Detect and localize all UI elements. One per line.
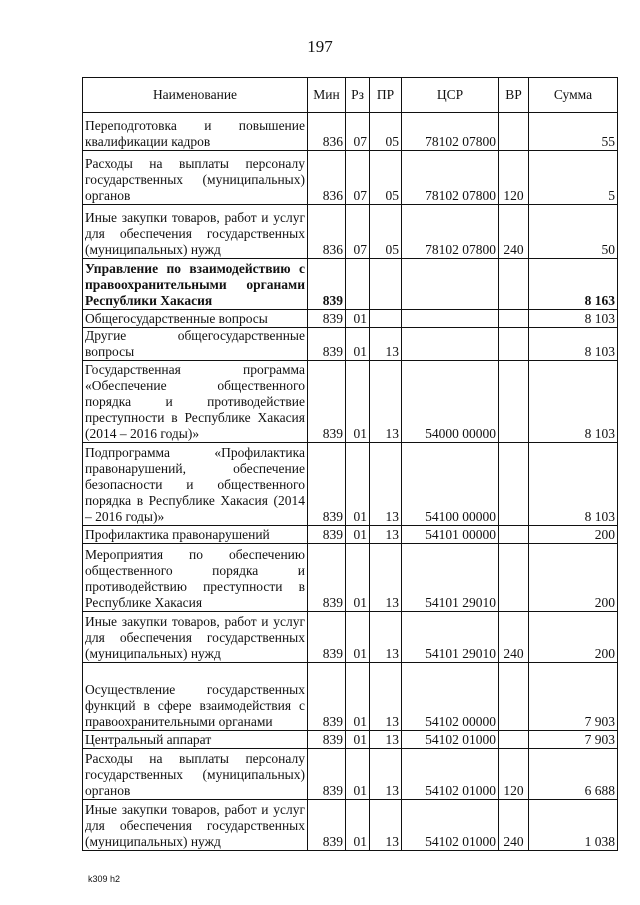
- table-row: [83, 731, 618, 749]
- row-name: Профилактика правонарушений: [83, 526, 308, 544]
- row-min: 839: [308, 749, 346, 800]
- row-vr: [499, 328, 529, 361]
- row-rz: 01: [346, 361, 370, 443]
- row-csr: 54102 01000: [402, 749, 499, 800]
- table-row: [83, 151, 618, 205]
- table-row: [83, 259, 618, 310]
- row-vr: 240: [499, 205, 529, 259]
- row-csr: [402, 328, 499, 361]
- page-number: 197: [307, 37, 333, 56]
- row-vr: [499, 663, 529, 731]
- row-csr: 54101 00000: [402, 526, 499, 544]
- row-rz: 01: [346, 328, 370, 361]
- row-sum: 7 903: [529, 663, 618, 731]
- row-min: 839: [308, 526, 346, 544]
- row-min: 839: [308, 612, 346, 663]
- row-csr: 54101 29010: [402, 612, 499, 663]
- header-sum: Сумма: [529, 78, 618, 113]
- row-rz: [346, 259, 370, 310]
- row-rz: 01: [346, 526, 370, 544]
- header-name: Наименование: [83, 78, 308, 113]
- row-csr: [402, 310, 499, 328]
- row-name: Государственная программа «Обеспечение общественного порядка и противодействие преступности в Республике Хакасия (2014 – 2016 годы)»: [83, 361, 308, 443]
- row-pr: 05: [370, 151, 402, 205]
- row-pr: 13: [370, 328, 402, 361]
- row-vr: [499, 544, 529, 612]
- row-csr: 78102 07800: [402, 151, 499, 205]
- row-pr: 13: [370, 361, 402, 443]
- table-row: [83, 612, 618, 663]
- row-pr: [370, 259, 402, 310]
- row-name: Иные закупки товаров, работ и услуг для обеспечения государственных (муниципальных) нужд: [83, 800, 308, 851]
- row-sum: 5: [529, 151, 618, 205]
- row-sum: 6 688: [529, 749, 618, 800]
- row-rz: 01: [346, 443, 370, 526]
- row-sum: 8 163: [529, 259, 618, 310]
- row-name: Управление по взаимодействию с правоохранительными органами Республики Хакасия: [83, 259, 308, 310]
- row-sum: 8 103: [529, 310, 618, 328]
- row-rz: 07: [346, 205, 370, 259]
- row-min: 839: [308, 310, 346, 328]
- row-csr: 78102 07800: [402, 113, 499, 151]
- row-rz: 01: [346, 731, 370, 749]
- table-row: [83, 544, 618, 612]
- table-row: [83, 310, 618, 328]
- row-rz: 07: [346, 151, 370, 205]
- table-row: [83, 328, 618, 361]
- row-csr: 54101 29010: [402, 544, 499, 612]
- row-min: 839: [308, 731, 346, 749]
- row-name: Осуществление государственных функций в сфере взаимодействия с правоохранительными органами: [83, 663, 308, 731]
- row-csr: 54102 00000: [402, 663, 499, 731]
- row-sum: 7 903: [529, 731, 618, 749]
- row-rz: 01: [346, 544, 370, 612]
- row-name: Расходы на выплаты персоналу государственных (муниципальных) органов: [83, 749, 308, 800]
- row-sum: 200: [529, 612, 618, 663]
- table-row: [83, 526, 618, 544]
- row-pr: 13: [370, 731, 402, 749]
- header-min: Мин: [308, 78, 346, 113]
- row-vr: [499, 113, 529, 151]
- table-row: [83, 113, 618, 151]
- row-vr: 240: [499, 612, 529, 663]
- row-csr: 54102 01000: [402, 800, 499, 851]
- table-row: [83, 361, 618, 443]
- row-pr: 13: [370, 663, 402, 731]
- table-header-row: [83, 78, 618, 113]
- row-name: Иные закупки товаров, работ и услуг для обеспечения государственных (муниципальных) нужд: [83, 612, 308, 663]
- row-sum: 8 103: [529, 361, 618, 443]
- row-vr: [499, 526, 529, 544]
- row-csr: [402, 259, 499, 310]
- table-row: [83, 800, 618, 851]
- row-csr: 54102 01000: [402, 731, 499, 749]
- row-min: 839: [308, 443, 346, 526]
- row-rz: 01: [346, 612, 370, 663]
- row-pr: [370, 310, 402, 328]
- header-vr: ВР: [499, 78, 529, 113]
- row-pr: 13: [370, 443, 402, 526]
- table-row: [83, 443, 618, 526]
- header-pr: ПР: [370, 78, 402, 113]
- header-csr: ЦСР: [402, 78, 499, 113]
- budget-table: [82, 77, 618, 851]
- row-min: 839: [308, 800, 346, 851]
- row-name: Расходы на выплаты персоналу государственных (муниципальных) органов: [83, 151, 308, 205]
- table-row: [83, 663, 618, 731]
- row-min: 836: [308, 205, 346, 259]
- row-pr: 13: [370, 800, 402, 851]
- row-sum: 55: [529, 113, 618, 151]
- row-vr: 120: [499, 749, 529, 800]
- row-name: Переподготовка и повышение квалификации кадров: [83, 113, 308, 151]
- row-name: Центральный аппарат: [83, 731, 308, 749]
- row-vr: 120: [499, 151, 529, 205]
- row-vr: [499, 443, 529, 526]
- row-rz: 01: [346, 800, 370, 851]
- row-pr: 13: [370, 612, 402, 663]
- row-csr: 78102 07800: [402, 205, 499, 259]
- row-rz: 01: [346, 749, 370, 800]
- row-csr: 54000 00000: [402, 361, 499, 443]
- row-rz: 01: [346, 663, 370, 731]
- row-sum: 1 038: [529, 800, 618, 851]
- row-name: Мероприятия по обеспечению общественного порядка и противодействию преступности в Республике Хакасия: [83, 544, 308, 612]
- row-rz: 07: [346, 113, 370, 151]
- row-min: 839: [308, 259, 346, 310]
- row-vr: [499, 731, 529, 749]
- row-vr: [499, 361, 529, 443]
- row-min: 839: [308, 361, 346, 443]
- row-sum: 8 103: [529, 443, 618, 526]
- row-vr: 240: [499, 800, 529, 851]
- row-vr: [499, 310, 529, 328]
- row-rz: 01: [346, 310, 370, 328]
- row-sum: 200: [529, 544, 618, 612]
- row-pr: 13: [370, 544, 402, 612]
- row-sum: 50: [529, 205, 618, 259]
- row-pr: 05: [370, 205, 402, 259]
- footer-code: k309 h2: [88, 874, 121, 884]
- row-min: 839: [308, 544, 346, 612]
- row-name: Другие общегосударственные вопросы: [83, 328, 308, 361]
- row-min: 839: [308, 663, 346, 731]
- row-vr: [499, 259, 529, 310]
- row-pr: 05: [370, 113, 402, 151]
- row-name: Иные закупки товаров, работ и услуг для обеспечения государственных (муниципальных) нужд: [83, 205, 308, 259]
- header-rz: Рз: [346, 78, 370, 113]
- row-min: 839: [308, 328, 346, 361]
- row-pr: 13: [370, 526, 402, 544]
- row-name: Подпрограмма «Профилактика правонарушений, обеспечение безопасности и общественного порядка в Республике Хакасия (2014 – 2016 годы)»: [83, 443, 308, 526]
- row-pr: 13: [370, 749, 402, 800]
- row-name: Общегосударственные вопросы: [83, 310, 308, 328]
- table-row: [83, 749, 618, 800]
- row-csr: 54100 00000: [402, 443, 499, 526]
- table-row: [83, 205, 618, 259]
- row-sum: 8 103: [529, 328, 618, 361]
- row-min: 836: [308, 113, 346, 151]
- row-min: 836: [308, 151, 346, 205]
- row-sum: 200: [529, 526, 618, 544]
